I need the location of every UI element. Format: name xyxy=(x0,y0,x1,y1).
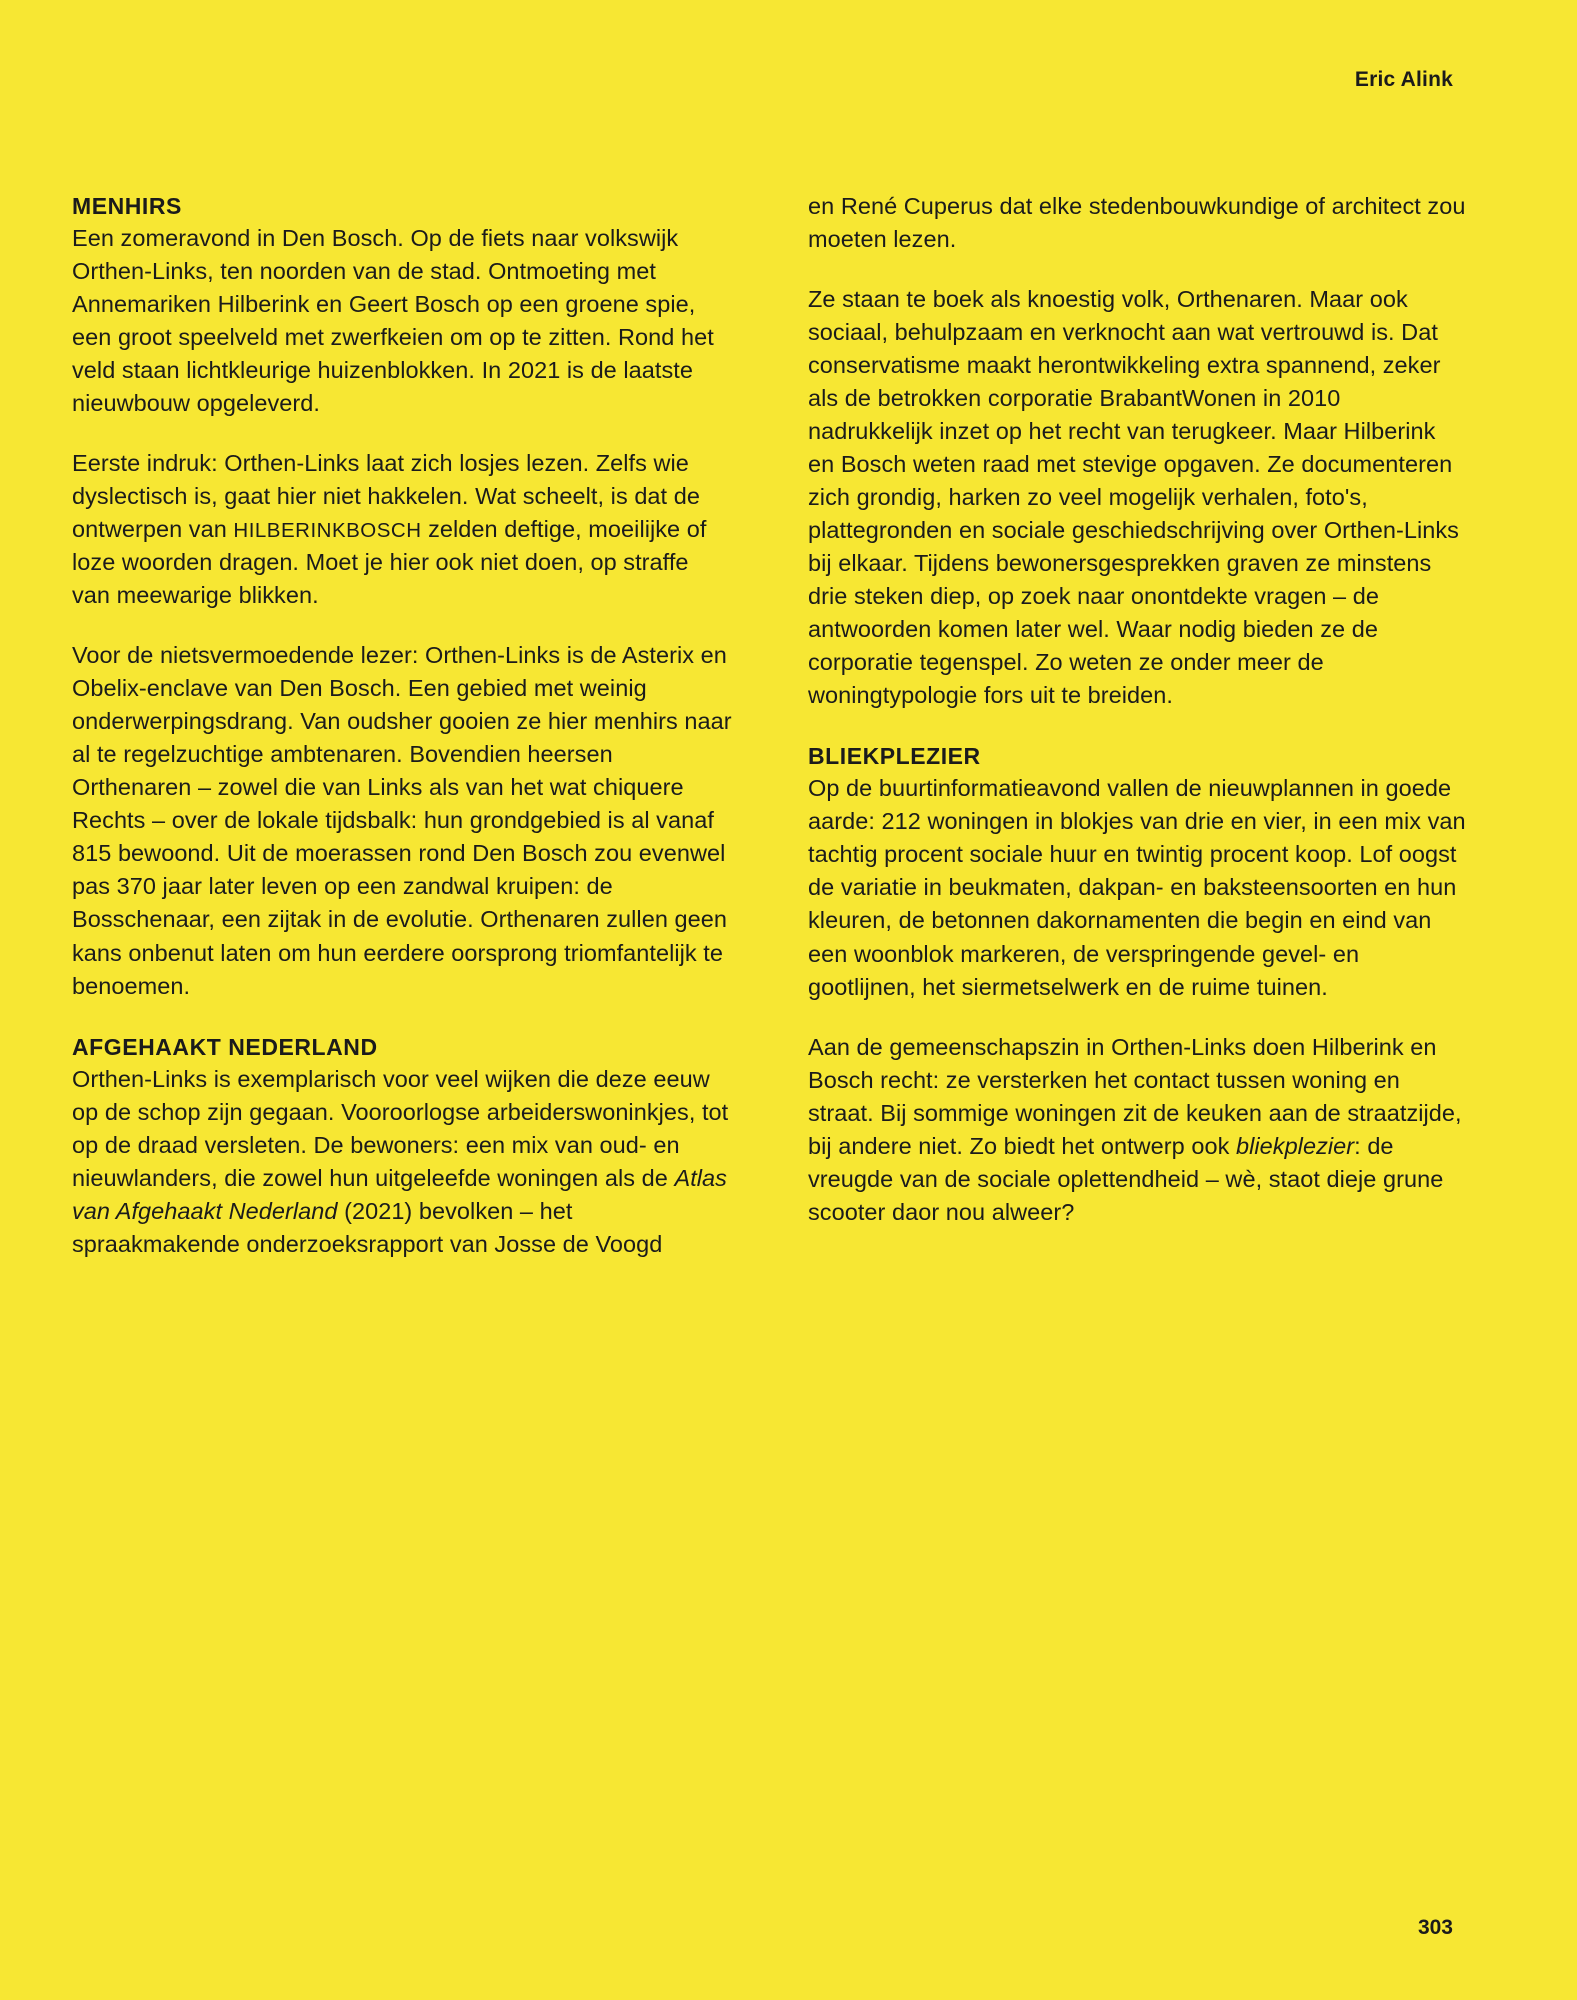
page-number: 303 xyxy=(1417,1916,1453,1939)
section-heading-bliekplezier: BLIEKPLEZIER xyxy=(808,743,981,770)
paragraph-afgehaakt-1-part-b: (2021) bevolken – het spraakmakende onderzoeksrapport van Josse de Voogd xyxy=(72,1197,663,1257)
paragraph-bliekplezier-2 xyxy=(808,1031,1468,1229)
left-column xyxy=(72,190,732,1261)
section-heading-menhirs: MENHIRS xyxy=(72,193,182,219)
paragraph-bliekplezier-2-part-b: : de vreugde van de sociale oplettendheid – wè, staot dieje grune scooter daor nou alweer? xyxy=(808,1132,1444,1225)
term-bliekplezier: bliekplezier xyxy=(1235,1132,1355,1159)
firm-name-hilberinkbosch: HILBERINKBOSCH xyxy=(233,519,422,543)
paragraph-afgehaakt-1 xyxy=(72,1063,732,1261)
paragraph-afgehaakt-1-part-a: Orthen-Links is exemplarisch voor veel wijken die deze eeuw op de schop zijn gegaan. Vooroorlogse arbeiderswoninkjes, tot op de draad versleten. De bewoners: een mix van oud- en nieuwlanders, die zowel hun uitgeleefde woningen als de xyxy=(72,1065,729,1191)
paragraph-menhirs-2-part-b: zelden deftige, moeilijke of loze woorden dragen. Moet je hier ook niet doen, op straffe van meewarige blikken. xyxy=(72,516,707,609)
paragraph-continuation: en René Cuperus dat elke stedenbouwkundige of architect zou moeten lezen. xyxy=(808,193,1466,253)
section-heading-afgehaakt-nederland: AFGEHAAKT NEDERLAND xyxy=(72,1033,378,1060)
two-column-body xyxy=(72,190,1505,1261)
paragraph-orthenaren: Ze staan te boek als knoestig volk, Orthenaren. Maar ook sociaal, behulpzaam en verknocht aan wat vertrouwd is. Dat conservatisme maakt herontwikkeling extra spannend, zeker als de betrokken corporatie BrabantWonen in 2010 nadrukkelijk inzet op het recht van terugkeer. Maar Hilberink en Bosch weten raad met stevige opgaven. Ze documenteren zich grondig, harken zo veel mogelijk verhalen, foto's, plattegronden en sociale geschiedschrijving over Orthen-Links bij elkaar. Tijdens bewonersgesprekken graven ze minstens drie steken diep, op zoek naar onontdekte vragen – de antwoorden komen later wel. Waar nodig bieden ze de corporatie tegenspel. Zo weten ze onder meer de woningtypologie fors uit te breiden. xyxy=(808,286,1459,709)
paragraph-menhirs-2 xyxy=(72,447,732,612)
right-column xyxy=(808,190,1468,1261)
paragraph-menhirs-1: Een zomeravond in Den Bosch. Op de fiets naar volkswijk Orthen-Links, ten noorden van de stad. Ontmoeting met Annemariken Hilberink en Geert Bosch op een groene spie, een groot speelveld met zwerfkeien om op te zitten. Rond het veld staan lichtkleurige huizenblokken. In 2021 is de laatste nieuwbouw opgeleverd. xyxy=(72,225,714,417)
paragraph-bliekplezier-1: Op de buurtinformatieavond vallen de nieuwplannen in goede aarde: 212 woningen in blokjes van drie en vier, in een mix van tachtig procent sociale huur en twintig procent koop. Lof oogst de variatie in beukmaten, dakpan- en baksteensoorten en hun kleuren, de betonnen dakornamenten die begin en eind van een woonblok markeren, de verspringende gevel- en gootlijnen, het siermetselwerk en de ruime tuinen. xyxy=(808,775,1466,1000)
book-title-atlas: Atlas van Afgehaakt Nederland xyxy=(72,1164,727,1224)
paragraph-menhirs-2-part-a: Eerste indruk: Orthen-Links laat zich losjes lezen. Zelfs wie dyslectisch is, gaat hier niet hakkelen. Wat scheelt, is dat de ontwerpen van xyxy=(72,450,700,543)
running-header-author: Eric Alink xyxy=(1354,68,1453,91)
paragraph-bliekplezier-2-part-a: Aan de gemeenschapszin in Orthen-Links doen Hilberink en Bosch recht: ze versterken het contact tussen woning en straat. Bij sommige woningen zit de keuken aan de straatzijde, bij andere niet. Zo biedt het ontwerp ook xyxy=(808,1033,1462,1159)
paragraph-menhirs-3: Voor de nietsvermoedende lezer: Orthen-Links is de Asterix en Obelix-enclave van Den Bosch. Een gebied met weinig onderwerpingsdrang. Van oudsher gooien ze hier menhirs naar al te regelzuchtige ambtenaren. Bovendien heersen Orthenaren – zowel die van Links als van het wat chiquere Rechts – over de lokale tijdsbalk: hun grondgebied is al vanaf 815 bewoond. Uit de moerassen rond Den Bosch zou evenwel pas 370 jaar later leven op een zandwal kruipen: de Bosschenaar, een zijtak in de evolutie. Orthenaren zullen geen kans onbenut laten om hun eerdere oorsprong triomfantelijk te benoemen. xyxy=(72,642,732,999)
